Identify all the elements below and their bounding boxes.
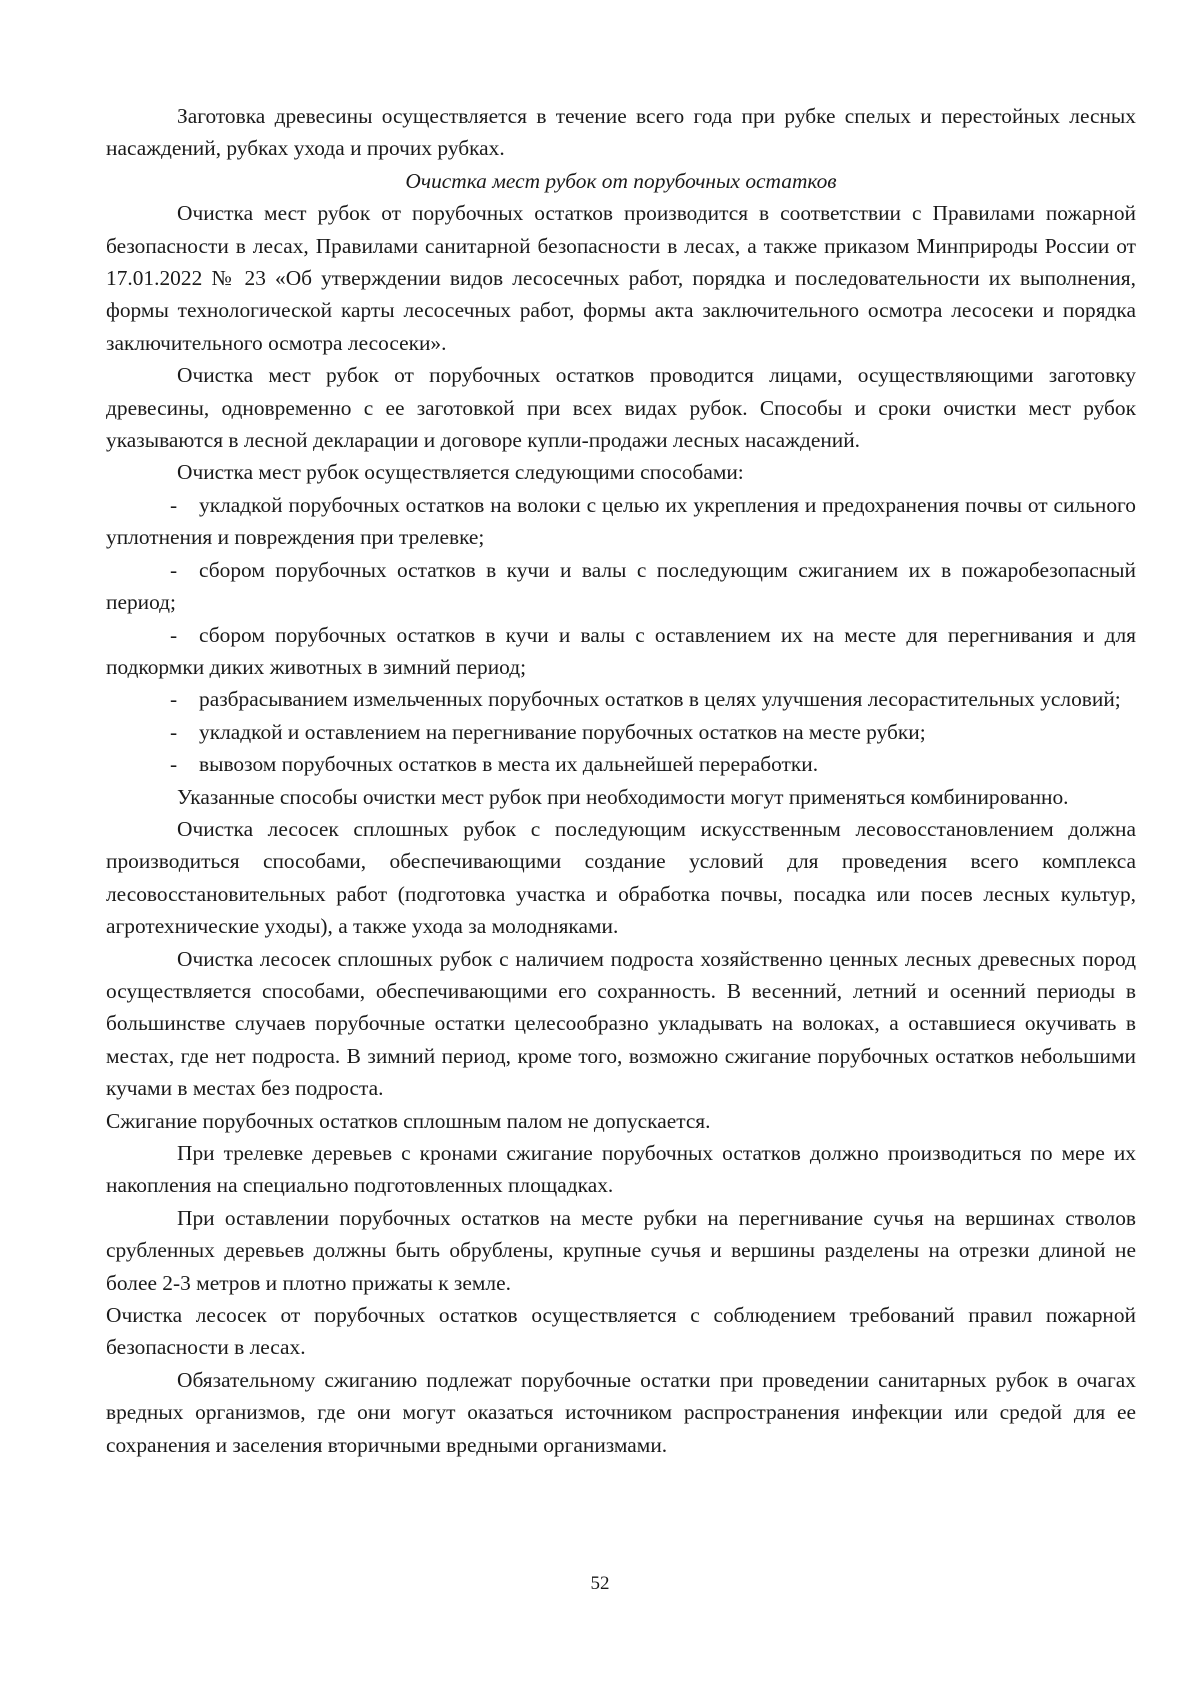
list-dash: - bbox=[170, 687, 178, 712]
list-item bbox=[106, 748, 1136, 780]
list-dash: - bbox=[170, 752, 178, 777]
list-item-text: разбрасыванием измельченных порубочных остатков в целях улучшения лесорастительных условий; bbox=[199, 687, 1121, 712]
paragraph-fire-safety: Очистка лесосек от порубочных остатков осуществляется с соблюдением требований правил пожарной безопасности в лесах. bbox=[106, 1303, 1136, 1360]
list-dash: - bbox=[170, 719, 178, 744]
list-item-text: сбором порубочных остатков в кучи и валы с оставлением их на месте для перегнивания и для подкормки диких животных в зимний период; bbox=[106, 622, 1136, 679]
paragraph-methods-intro: Очистка мест рубок осуществляется следующими способами: bbox=[177, 460, 744, 485]
paragraph-burning-ban: Сжигание порубочных остатков сплошным палом не допускается. bbox=[106, 1108, 711, 1133]
list-dash: - bbox=[170, 622, 178, 647]
list-item bbox=[106, 683, 1136, 715]
page-number: 52 bbox=[590, 1573, 610, 1594]
list-dash: - bbox=[170, 492, 178, 517]
paragraph-skidding: При трелевке деревьев с кронами сжигание порубочных остатков должно производиться по мере их накопления на специально подготовленных площадках. bbox=[106, 1141, 1136, 1198]
list-item bbox=[106, 716, 1136, 748]
paragraph-combined: Указанные способы очистки мест рубок при необходимости могут применяться комбинированно. bbox=[177, 784, 1069, 809]
paragraph-mandatory-burning: Обязательному сжиганию подлежат порубочные остатки при проведении санитарных рубок в очагах вредных организмов, где они могут оказаться источником распространения инфекции или средой для ее сохранения и заселения вторичными вредными организмами. bbox=[106, 1367, 1136, 1457]
paragraph-regulations: Очистка мест рубок от порубочных остатков производится в соответствии с Правилами пожарной безопасности в лесах, Правилами санитарной безопасности в лесах, а также приказом Минприроды России от 17.01.2022 № 23 «Об утверждении видов лесосечных работ, порядка и последовательности их выполнения, формы технологической карты лесосечных работ, формы акта заключительного осмотра лесосеки и порядка заключительного осмотра лесосеки». bbox=[106, 201, 1136, 355]
section-heading: Очистка мест рубок от порубочных остатков bbox=[405, 168, 837, 193]
paragraph-rotting: При оставлении порубочных остатков на месте рубки на перегнивание сучья на вершинах стволов срубленных деревьев должны быть обрублены, крупные сучья и вершины разделены на отрезки длиной не более 2-3 метров и плотно прижаты к земле. bbox=[106, 1205, 1136, 1295]
paragraph-reforestation: Очистка лесосек сплошных рубок с последующим искусственным лесовосстановлением должна производиться способами, обеспечивающими создание условий для проведения всего комплекса лесовосстановительных работ (подготовка участка и обработка почвы, посадка или посев лесных культур, агротехнические уходы), а также ухода за молодняками. bbox=[106, 816, 1136, 939]
paragraph-harvesting: Заготовка древесины осуществляется в течение всего года при рубке спелых и перестойных лесных насаждений, рубках ухода и прочих рубках. bbox=[106, 104, 1136, 161]
paragraph-responsibility: Очистка мест рубок от порубочных остатков проводится лицами, осуществляющими заготовку древесины, одновременно с ее заготовкой при всех видах рубок. Способы и сроки очистки мест рубок указываются в лесной декларации и договоре купли-продажи лесных насаждений. bbox=[106, 363, 1136, 453]
document-page bbox=[106, 100, 1136, 1461]
list-item-text: укладкой и оставлением на перегнивание порубочных остатков на месте рубки; bbox=[199, 719, 926, 744]
paragraph-undergrowth: Очистка лесосек сплошных рубок с наличием подроста хозяйственно ценных лесных древесных пород осуществляется способами, обеспечивающими его сохранность. В весенний, летний и осенний периоды в большинстве случаев порубочные остатки целесообразно укладывать на волоках, а оставшиеся окучивать в местах, где нет подроста. В зимний период, кроме того, возможно сжигание порубочных остатков небольшими кучами в местах без подроста. bbox=[106, 946, 1136, 1101]
list-item-text: сбором порубочных остатков в кучи и валы с последующим сжиганием их в пожаробезопасный период; bbox=[106, 557, 1136, 615]
list-item bbox=[106, 489, 1136, 554]
list-item-text: укладкой порубочных остатков на волоки с целью их укрепления и предохранения почвы от сильного уплотнения и повреждения при трелевке; bbox=[106, 492, 1136, 550]
list-item bbox=[106, 554, 1136, 619]
list-dash: - bbox=[170, 557, 178, 582]
list-item-text: вывозом порубочных остатков в места их дальнейшей переработки. bbox=[199, 752, 819, 777]
list-item bbox=[106, 619, 1136, 684]
